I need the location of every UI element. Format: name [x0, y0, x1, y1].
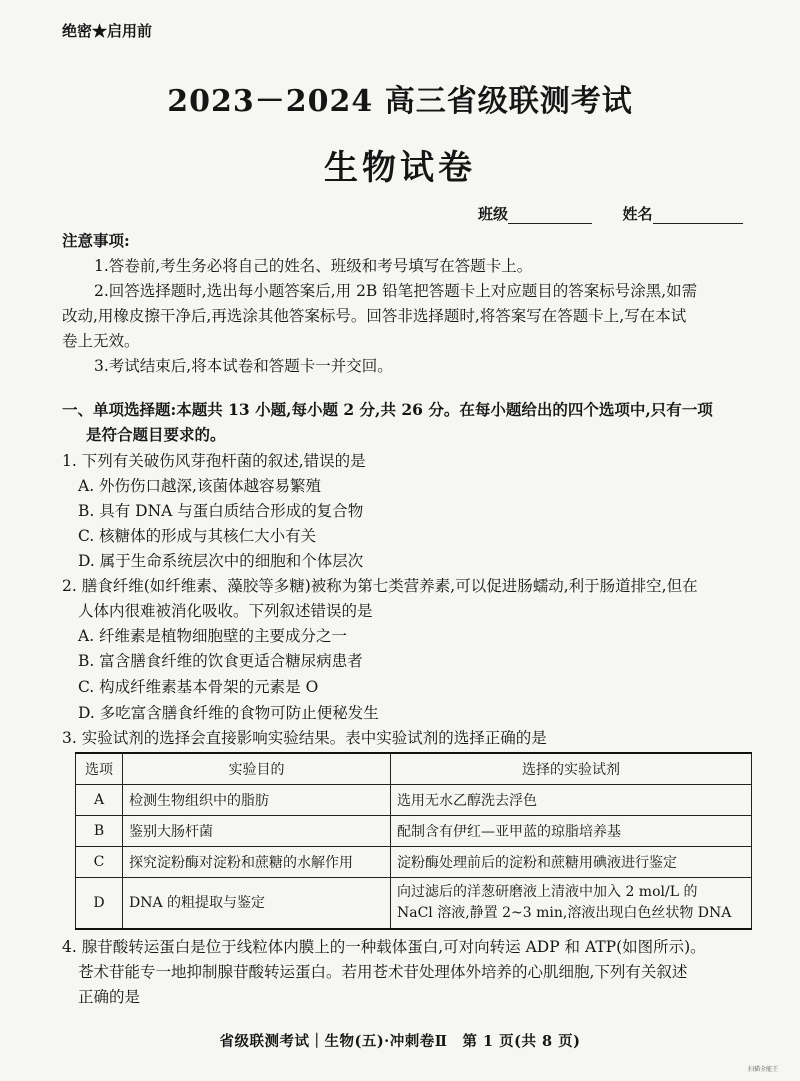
row-purpose: 探究淀粉酶对淀粉和蔗糖的水解作用 [123, 847, 391, 878]
header-reagent: 选择的实验试剂 [391, 753, 752, 785]
class-blank[interactable] [508, 209, 592, 224]
section-1-line-2: 是符合题目要求的。 [86, 425, 226, 444]
q4-line-1: 4. 腺苷酸转运蛋白是位于线粒体内膜上的一种载体蛋白,可对向转运 ADP 和 ATP(如图所示)。 [62, 938, 706, 956]
student-info-fields [478, 203, 743, 224]
subject-title: 生物试卷 [324, 148, 476, 188]
row-option: C [76, 847, 123, 878]
table-row [76, 878, 752, 930]
q2-stem-line-1: 2. 膳食纤维(如纤维素、藻胶等多糖)被称为第七类营养素,可以促进肠蠕动,利于肠道排空,但在 [62, 577, 698, 595]
q3-reagent-table [75, 752, 752, 930]
notice-item-2-line-1: 2.回答选择题时,选出每小题答案后,用 2B 铅笔把答题卡上对应题目的答案标号涂黑,如需 [94, 282, 698, 300]
page-footer: 省级联测考试｜生物(五)·冲刺卷Ⅱ 第 1 页(共 8 页) [219, 1033, 581, 1050]
class-label: 班级 [478, 205, 509, 223]
q2-option-b: B. 富含膳食纤维的饮食更适合糖尿病患者 [78, 652, 363, 670]
notice-item-2-line-3: 卷上无效。 [62, 332, 140, 350]
q4-line-2: 苍术苷能专一地抑制腺苷酸转运蛋白。若用苍术苷处理体外培养的心肌细胞,下列有关叙述 [78, 963, 688, 981]
row-reagent: 淀粉酶处理前后的淀粉和蔗糖用碘液进行鉴定 [391, 847, 752, 878]
header-purpose: 实验目的 [123, 753, 391, 785]
notice-item-2-line-2: 改动,用橡皮擦干净后,再选涂其他答案标号。回答非选择题时,将答案写在答题卡上,写在本试 [62, 307, 687, 325]
row-purpose: DNA 的粗提取与鉴定 [123, 878, 391, 930]
row-reagent: 选用无水乙醇洗去浮色 [391, 785, 752, 816]
name-blank[interactable] [653, 209, 743, 224]
q2-option-d: D. 多吃富含膳食纤维的食物可防止便秘发生 [78, 704, 379, 722]
section-1-line-1: 一、单项选择题:本题共 13 小题,每小题 2 分,共 26 分。在每小题给出的四个选项中,只有一项 [62, 400, 713, 419]
confidential-mark: 绝密★启用前 [62, 22, 153, 40]
q1-option-a: A. 外伤伤口越深,该菌体越容易繁殖 [78, 477, 321, 495]
row-option: D [76, 878, 123, 930]
q4-line-3: 正确的是 [78, 988, 141, 1006]
q1-stem: 1. 下列有关破伤风芽孢杆菌的叙述,错误的是 [62, 452, 366, 470]
table-header-row [76, 753, 752, 785]
table-row [76, 816, 752, 847]
q2-stem-line-2: 人体内很难被消化吸收。下列叙述错误的是 [78, 602, 373, 620]
table-row [76, 847, 752, 878]
row-option: B [76, 816, 123, 847]
row-reagent-line-1: 向过滤后的洋葱研磨液上清液中加入 2 mol/L 的 [397, 884, 698, 900]
row-reagent: 配制含有伊红—亚甲蓝的琼脂培养基 [391, 816, 752, 847]
name-label: 姓名 [622, 205, 653, 223]
q3-stem: 3. 实验试剂的选择会直接影响实验结果。表中实验试剂的选择正确的是 [62, 729, 547, 747]
exam-title: 2023－2024 高三省级联测考试 [167, 84, 633, 119]
scanner-logo: 扫描全能王 [748, 1066, 779, 1073]
q1-option-d: D. 属于生命系统层次中的细胞和个体层次 [78, 552, 364, 570]
row-purpose: 鉴别大肠杆菌 [123, 816, 391, 847]
q1-option-c: C. 核糖体的形成与其核仁大小有关 [78, 527, 317, 545]
row-option: A [76, 785, 123, 816]
row-reagent-line-2: NaCl 溶液,静置 2~3 min,溶液出现白色丝状物 DNA [397, 905, 732, 921]
notice-item-1: 1.答卷前,考生务必将自己的姓名、班级和考号填写在答题卡上。 [94, 257, 533, 275]
table-row [76, 785, 752, 816]
row-purpose: 检测生物组织中的脂肪 [123, 785, 391, 816]
header-option: 选项 [76, 753, 123, 785]
q2-option-c: C. 构成纤维素基本骨架的元素是 O [78, 678, 319, 696]
notice-item-3: 3.考试结束后,将本试卷和答题卡一并交回。 [94, 357, 393, 375]
notice-heading: 注意事项: [62, 231, 130, 250]
q2-option-a: A. 纤维素是植物细胞壁的主要成分之一 [78, 627, 348, 645]
row-reagent [391, 878, 752, 930]
q1-option-b: B. 具有 DNA 与蛋白质结合形成的复合物 [78, 502, 364, 520]
